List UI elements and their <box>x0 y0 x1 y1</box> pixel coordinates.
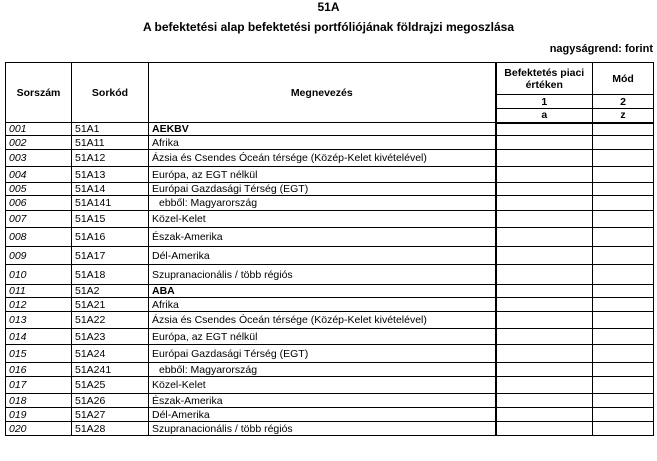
cell-mode[interactable] <box>593 394 654 408</box>
cell-serial: 013 <box>6 312 72 329</box>
cell-mode[interactable] <box>593 312 654 329</box>
cell-name: Közel-Kelet <box>149 377 496 394</box>
cell-market-value[interactable] <box>496 167 593 183</box>
cell-serial: 017 <box>6 377 72 394</box>
cell-name: Ázsia és Csendes Óceán térsége (Közép-Kelet kivételével) <box>149 312 496 329</box>
cell-row-code: 51A11 <box>72 136 149 150</box>
cell-market-value[interactable] <box>496 298 593 312</box>
col-header-mode: Mód <box>593 63 654 95</box>
table-row <box>6 247 654 265</box>
cell-serial: 007 <box>6 211 72 228</box>
cell-mode[interactable] <box>593 228 654 247</box>
table-row <box>6 363 654 377</box>
cell-row-code: 51A27 <box>72 408 149 422</box>
table-row <box>6 228 654 247</box>
cell-mode[interactable] <box>593 123 654 136</box>
cell-name: Afrika <box>149 136 496 150</box>
table-row <box>6 167 654 183</box>
cell-name: ABA <box>149 285 496 298</box>
cell-row-code: 51A1 <box>72 123 149 136</box>
col-index-market-value: 1 <box>496 95 593 109</box>
table-row <box>6 329 654 345</box>
cell-serial: 010 <box>6 265 72 285</box>
cell-serial: 008 <box>6 228 72 247</box>
cell-market-value[interactable] <box>496 363 593 377</box>
cell-mode[interactable] <box>593 247 654 265</box>
table-row <box>6 211 654 228</box>
cell-market-value[interactable] <box>496 345 593 363</box>
cell-serial: 006 <box>6 196 72 211</box>
cell-name: Afrika <box>149 298 496 312</box>
table-row <box>6 123 654 136</box>
cell-row-code: 51A18 <box>72 265 149 285</box>
cell-mode[interactable] <box>593 408 654 422</box>
col-header-market-value: Befektetés piaci értéken <box>496 63 593 95</box>
cell-market-value[interactable] <box>496 285 593 298</box>
cell-market-value[interactable] <box>496 422 593 436</box>
table-row <box>6 183 654 196</box>
cell-serial: 005 <box>6 183 72 196</box>
cell-name: AEKBV <box>149 123 496 136</box>
table-row <box>6 345 654 363</box>
col-header-name: Megnevezés <box>149 63 496 123</box>
cell-row-code: 51A12 <box>72 150 149 167</box>
cell-serial: 020 <box>6 422 72 436</box>
cell-serial: 019 <box>6 408 72 422</box>
col-letter-market-value: a <box>496 109 593 123</box>
cell-serial: 004 <box>6 167 72 183</box>
table-row <box>6 408 654 422</box>
unit-note: nagyságrend: forint <box>549 43 653 55</box>
table-row <box>6 136 654 150</box>
cell-mode[interactable] <box>593 377 654 394</box>
cell-row-code: 51A15 <box>72 211 149 228</box>
col-index-mode: 2 <box>593 95 654 109</box>
cell-market-value[interactable] <box>496 211 593 228</box>
table-row <box>6 265 654 285</box>
cell-name: Dél-Amerika <box>149 408 496 422</box>
cell-name: ebből: Magyarország <box>149 196 496 211</box>
cell-row-code: 51A23 <box>72 329 149 345</box>
cell-market-value[interactable] <box>496 329 593 345</box>
cell-mode[interactable] <box>593 265 654 285</box>
form-code: 51A <box>317 0 340 14</box>
cell-mode[interactable] <box>593 183 654 196</box>
cell-serial: 012 <box>6 298 72 312</box>
cell-mode[interactable] <box>593 298 654 312</box>
cell-row-code: 51A13 <box>72 167 149 183</box>
cell-name: Közel-Kelet <box>149 211 496 228</box>
cell-market-value[interactable] <box>496 228 593 247</box>
cell-market-value[interactable] <box>496 196 593 211</box>
cell-name: Európa, az EGT nélkül <box>149 329 496 345</box>
cell-serial: 002 <box>6 136 72 150</box>
col-header-row-code: Sorkód <box>72 63 149 123</box>
cell-market-value[interactable] <box>496 183 593 196</box>
cell-row-code: 51A24 <box>72 345 149 363</box>
page-title: A befektetési alap befektetési portfóliójának földrajzi megoszlása <box>143 20 514 34</box>
col-header-serial: Sorszám <box>6 63 72 123</box>
cell-serial: 001 <box>6 123 72 136</box>
cell-name: Észak-Amerika <box>149 228 496 247</box>
cell-mode[interactable] <box>593 285 654 298</box>
cell-row-code: 51A2 <box>72 285 149 298</box>
cell-market-value[interactable] <box>496 394 593 408</box>
cell-market-value[interactable] <box>496 123 593 136</box>
cell-market-value[interactable] <box>496 377 593 394</box>
cell-serial: 015 <box>6 345 72 363</box>
cell-market-value[interactable] <box>496 247 593 265</box>
cell-mode[interactable] <box>593 329 654 345</box>
col-letter-mode: z <box>593 109 654 123</box>
cell-serial: 018 <box>6 394 72 408</box>
cell-name: ebből: Magyarország <box>149 363 496 377</box>
cell-name: Ázsia és Csendes Óceán térsége (Közép-Kelet kivételével) <box>149 150 496 167</box>
cell-mode[interactable] <box>593 196 654 211</box>
cell-serial: 011 <box>6 285 72 298</box>
table-row <box>6 285 654 298</box>
cell-serial: 009 <box>6 247 72 265</box>
table-row <box>6 196 654 211</box>
table-row <box>6 150 654 167</box>
cell-row-code: 51A16 <box>72 228 149 247</box>
cell-row-code: 51A14 <box>72 183 149 196</box>
cell-market-value[interactable] <box>496 150 593 167</box>
cell-mode[interactable] <box>593 167 654 183</box>
table-row <box>6 298 654 312</box>
table-row <box>6 377 654 394</box>
cell-row-code: 51A21 <box>72 298 149 312</box>
cell-row-code: 51A25 <box>72 377 149 394</box>
cell-row-code: 51A26 <box>72 394 149 408</box>
cell-name: Európai Gazdasági Térség (EGT) <box>149 345 496 363</box>
cell-row-code: 51A241 <box>72 363 149 377</box>
cell-market-value[interactable] <box>496 312 593 329</box>
cell-name: Európa, az EGT nélkül <box>149 167 496 183</box>
cell-name: Dél-Amerika <box>149 247 496 265</box>
cell-mode[interactable] <box>593 363 654 377</box>
cell-name: Szupranacionális / több régiós <box>149 265 496 285</box>
cell-mode[interactable] <box>593 211 654 228</box>
cell-row-code: 51A28 <box>72 422 149 436</box>
table-row <box>6 312 654 329</box>
cell-serial: 003 <box>6 150 72 167</box>
table-row <box>6 422 654 436</box>
table-row <box>6 394 654 408</box>
cell-mode[interactable] <box>593 136 654 150</box>
cell-mode[interactable] <box>593 150 654 167</box>
cell-row-code: 51A22 <box>72 312 149 329</box>
cell-market-value[interactable] <box>496 136 593 150</box>
cell-mode[interactable] <box>593 345 654 363</box>
cell-market-value[interactable] <box>496 265 593 285</box>
cell-row-code: 51A141 <box>72 196 149 211</box>
cell-serial: 016 <box>6 363 72 377</box>
cell-name: Európai Gazdasági Térség (EGT) <box>149 183 496 196</box>
cell-mode[interactable] <box>593 422 654 436</box>
cell-row-code: 51A17 <box>72 247 149 265</box>
cell-name: Észak-Amerika <box>149 394 496 408</box>
cell-serial: 014 <box>6 329 72 345</box>
cell-name: Szupranacionális / több régiós <box>149 422 496 436</box>
portfolio-table <box>5 62 654 436</box>
cell-market-value[interactable] <box>496 408 593 422</box>
